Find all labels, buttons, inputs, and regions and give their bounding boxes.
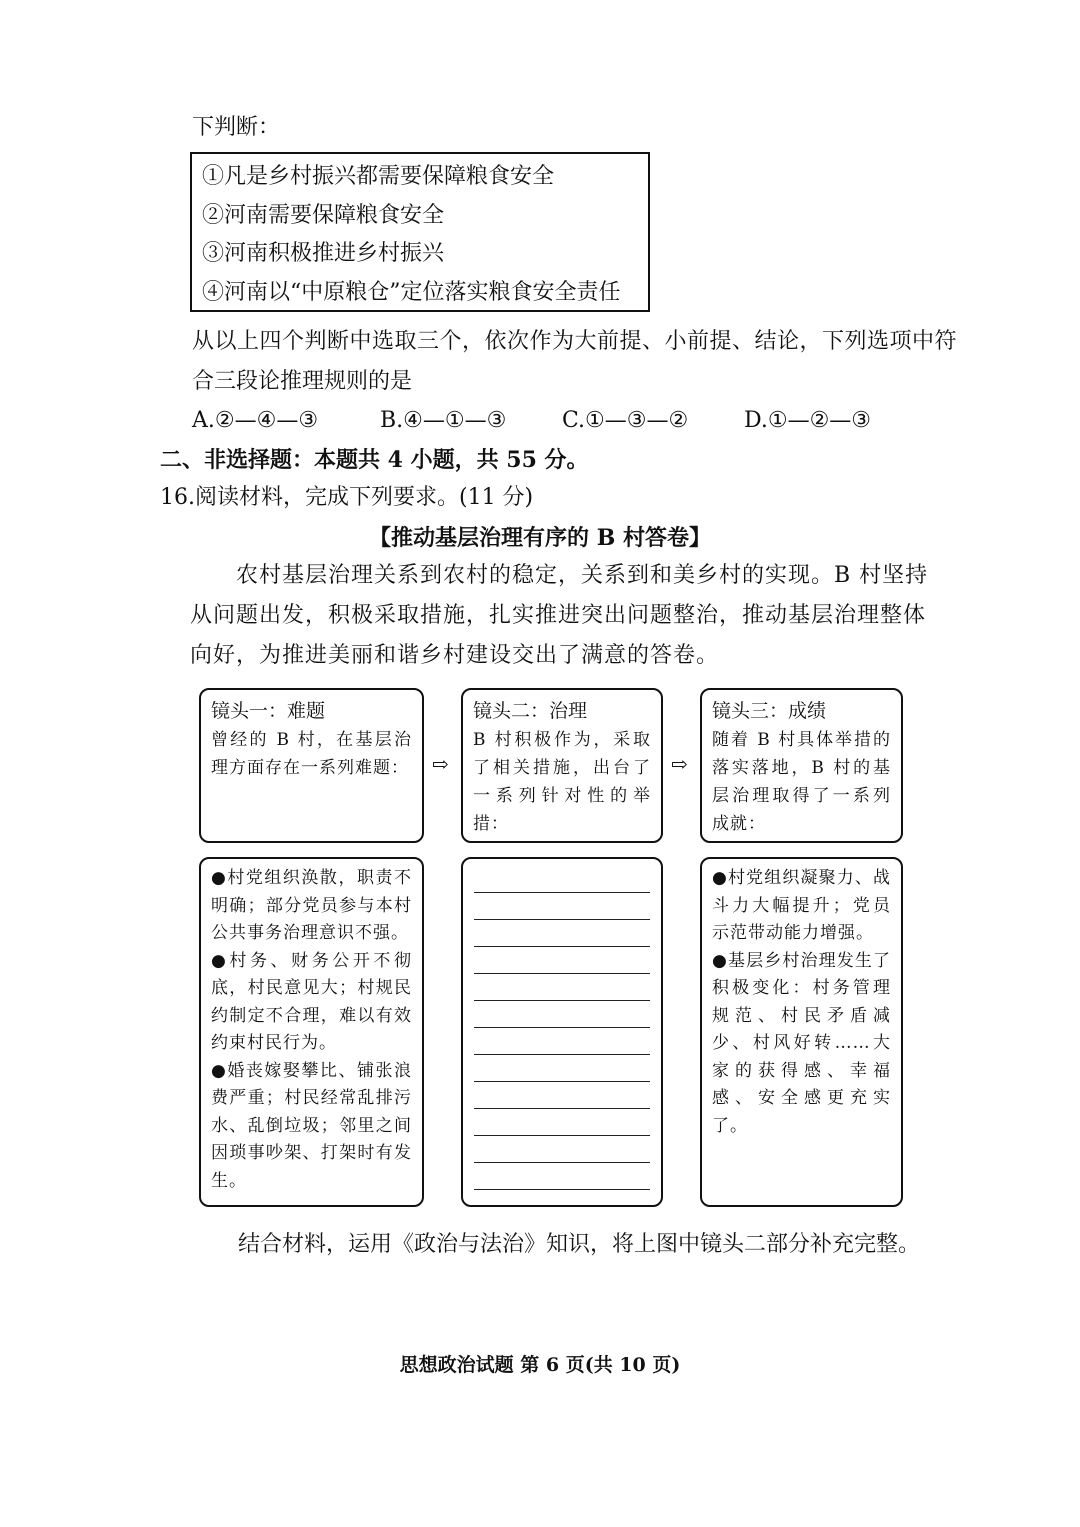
shot-2-head: 镜头二：治理: [473, 700, 588, 722]
achievement-item: ●村党组织凝聚力、战斗力大幅提升；党员示范带动能力增强。: [712, 868, 891, 943]
question-line-1: 从以上四个判断中选取三个，依次作为大前提、小前提、结论，下列选项中符: [192, 329, 958, 354]
answer-line: [474, 973, 650, 974]
achievements-box: [700, 857, 903, 1207]
shot-3-box: [700, 688, 903, 843]
achievement-item: ●基层乡村治理发生了积极变化：村务管理规范、村民矛盾减少、村风好转……大家的获得感、幸福感、安全感更充实了。: [712, 950, 891, 1136]
shot-2-box: [461, 688, 663, 843]
answer-line: [474, 1027, 650, 1028]
answer-lines-box[interactable]: [461, 857, 663, 1207]
problem-item: ●婚丧嫁娶攀比、铺张浪费严重；村民经常乱排污水、乱倒垃圾；邻里之间因琐事吵架、打架时有发生。: [211, 1060, 412, 1191]
option-c[interactable]: C.①—③—②: [562, 408, 689, 433]
shot-2-body: B 村积极作为，采取了相关措施，出台了一系列针对性的举措：: [473, 730, 651, 834]
question-line-2: 合三段论推理规则的是: [192, 369, 413, 394]
shot-3-body: 随着 B 村具体举措的落实落地，B 村的基层治理取得了一系列成就：: [712, 730, 891, 834]
answer-line: [474, 1054, 650, 1055]
arrow-icon: ⇨: [671, 752, 688, 776]
problem-item: ●村务、财务公开不彻底，村民意见大；村规民约制定不合理，难以有效约束村民行为。: [211, 950, 412, 1053]
shot-1-head: 镜头一：难题: [211, 700, 326, 722]
answer-line: [474, 946, 650, 947]
answer-line: [474, 1081, 650, 1082]
option-a[interactable]: A.②—④—③: [192, 408, 319, 433]
shot-1-box: [199, 688, 424, 843]
option-d[interactable]: D.①—②—③: [744, 408, 872, 433]
judgment-2: ②河南需要保障粮食安全: [202, 202, 445, 228]
problems-box: [199, 857, 424, 1207]
task-text: 结合材料，运用《政治与法治》知识，将上图中镜头二部分补充完整。: [238, 1232, 921, 1257]
intro-text: 下判断：: [192, 115, 281, 140]
question-16: 16.阅读材料，完成下列要求。(11 分): [160, 485, 534, 510]
answer-line: [474, 1162, 650, 1163]
section-title: 二、非选择题：本题共 4 小题，共 55 分。: [160, 447, 589, 473]
judgment-4: ④河南以“中原粮仓”定位落实粮食安全责任: [202, 279, 621, 305]
material-title: 【推动基层治理有序的 B 村答卷】: [369, 525, 711, 551]
answer-line: [474, 919, 650, 920]
shot-1-body: 曾经的 B 村，在基层治理方面存在一系列难题：: [211, 730, 412, 778]
answer-line: [474, 1189, 650, 1190]
option-b[interactable]: B.④—①—③: [380, 408, 507, 433]
answer-line: [474, 1000, 650, 1001]
shot-3-head: 镜头三：成绩: [712, 700, 827, 722]
answer-line: [474, 1135, 650, 1136]
problem-item: ●村党组织涣散，职责不明确；部分党员参与本村公共事务治理意识不强。: [211, 868, 412, 943]
judgment-box: [190, 152, 650, 312]
judgment-3: ③河南积极推进乡村振兴: [202, 241, 445, 266]
material-paragraph: 农村基层治理关系到农村的稳定，关系到和美乡村的实现。B 村坚持从问题出发，积极采取措施，扎实推进突出问题整治，推动基层治理整体向好，为推进美丽和谐乡村建设交出了满意的答卷。: [190, 563, 929, 668]
answer-line: [474, 1108, 650, 1109]
arrow-icon: ⇨: [432, 752, 449, 776]
answer-line: [474, 892, 650, 893]
page-footer: 思想政治试题 第 6 页(共 10 页): [399, 1354, 681, 1376]
judgment-1: ①凡是乡村振兴都需要保障粮食安全: [202, 164, 555, 189]
